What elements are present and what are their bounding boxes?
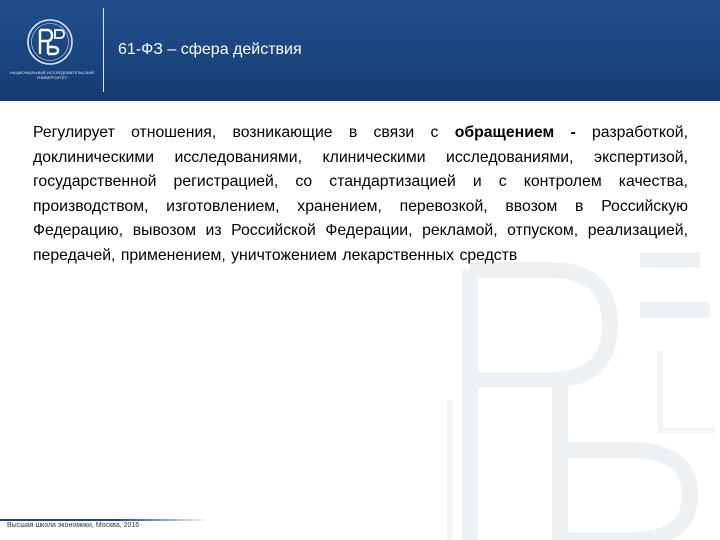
header-divider	[103, 8, 104, 92]
footer-text: Высшая школа экономики, Москва, 2016	[7, 522, 140, 529]
footer-line	[0, 519, 210, 521]
university-logo	[0, 0, 100, 101]
logo-caption: НАЦИОНАЛЬНЫЙ ИССЛЕДОВАТЕЛЬСКИЙ УНИВЕРСИТЕТ	[9, 70, 95, 80]
hse-watermark	[440, 250, 720, 540]
slide-header	[0, 0, 720, 101]
body-paragraph	[33, 121, 688, 269]
body-rest: разработкой, доклиническими исследованиями, клиническими исследованиями, экспертизой, государственной регистрацией, со стандартизацией и с контролем качества, производством, изготовлением, хранением, перевозкой, ввозом в Российскую Федерацию, вывозом из Российской Федерации, рекламой, отпуском, реализацией, передачей, применением, уничтожением лекарственных средств	[33, 124, 689, 264]
hse-emblem-icon	[22, 17, 78, 67]
body-intro: Регулирует отношения, возникающие в связи с	[33, 124, 455, 141]
body-emphasis: обращением -	[454, 124, 576, 141]
slide-title: 61-ФЗ – сфера действия	[118, 41, 302, 58]
